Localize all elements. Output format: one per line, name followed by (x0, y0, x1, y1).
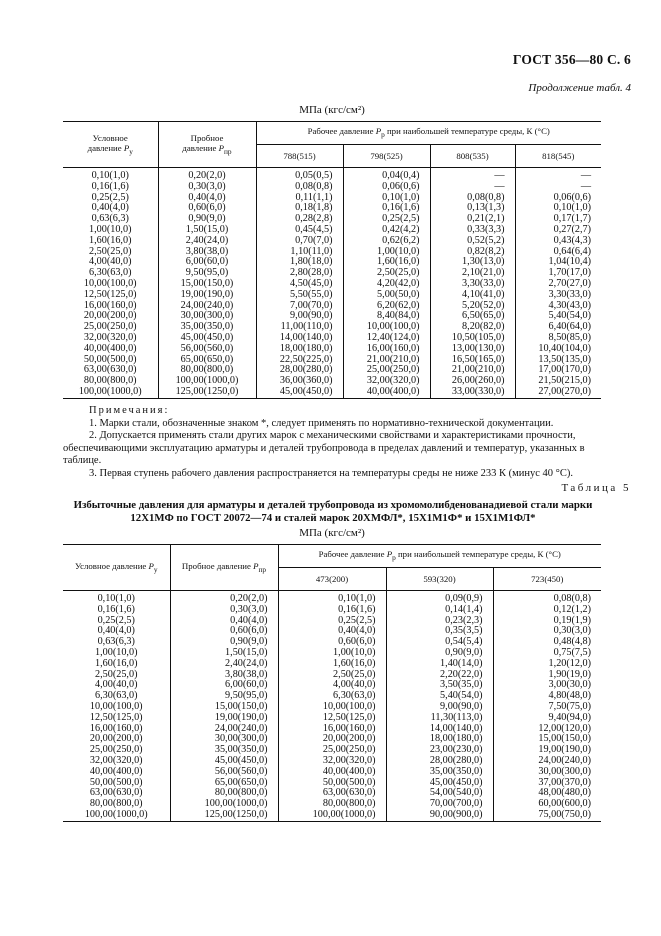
table-cell: 32,00(320,0) (83, 331, 137, 343)
table-cell: 6,30(63,0) (278, 691, 386, 702)
table4-col-test: Пробное давление $P_{пр}$ (158, 122, 256, 168)
table4-col-nominal: Условное давление $P_у$ (63, 122, 158, 168)
table-cell: 23,00(230,0) (386, 745, 493, 756)
table-cell: 1,60(16,0) (343, 257, 430, 268)
table-cell: 0,08(0,8) (493, 591, 601, 605)
table-cell: 0,25(2,5) (278, 616, 386, 627)
table-cell: 2,20(22,0) (386, 670, 493, 681)
table-cell: 75,00(750,0) (493, 810, 601, 821)
table-cell: 1,10(11,0) (256, 247, 343, 258)
table4-col-work: Рабочее давление $P_р$ при наибольшей температуре среды, К (°С) (256, 122, 601, 145)
notes-heading: Примечания: (89, 405, 170, 416)
table5-title: Избыточные давления для арматуры и деталей трубопровода из хромомолибденованадиевой стали марки 12Х1МФ по ГОСТ 20072—74 и сталей марок 20ХМФЛ*, 15Х1М1Ф* и 15Х1М1ФЛ* (73, 499, 593, 524)
table-cell: 0,16(1,6) (91, 180, 129, 192)
table5-col-work: Рабочее давление $P_р$ при наибольшей температуре среды, К (°С) (278, 545, 601, 568)
table-cell: 125,00(1250,0) (158, 387, 256, 398)
table-cell: 0,09(0,9) (386, 591, 493, 605)
table-cell: 5,40(54,0) (386, 691, 493, 702)
table-cell: 19,00(190,0) (170, 713, 278, 724)
table-cell: 1,20(12,0) (493, 659, 601, 670)
table-cell: 9,50(95,0) (158, 268, 256, 279)
table5-unit: МПа (кгс/см²) (299, 527, 365, 539)
table-cell: 25,00(250,0) (89, 744, 143, 756)
table-cell: 6,30(63,0) (95, 690, 138, 702)
table-cell: 0,20(2,0) (170, 591, 278, 605)
table-cell: 35,00(350,0) (158, 322, 256, 333)
table-cell: 6,00(60,0) (170, 680, 278, 691)
table5-col-test: Пробное давление $P_{пр}$ (170, 545, 278, 591)
table-cell: 25,00(250,0) (343, 365, 430, 376)
table5-temp-header: 593(320) (386, 568, 493, 591)
table-cell: 20,00(200,0) (278, 734, 386, 745)
table-cell: 6,40(64,0) (515, 322, 601, 333)
table-cell: 21,50(215,0) (515, 376, 601, 387)
table4-temp-header: 808(535) (430, 145, 515, 168)
table-cell: 24,00(240,0) (493, 756, 601, 767)
table-cell: 11,00(110,0) (256, 322, 343, 333)
table4-temp-header: 788(515) (256, 145, 343, 168)
table-cell: 32,00(320,0) (343, 376, 430, 387)
table-row (63, 810, 601, 821)
table-cell: 56,00(560,0) (158, 344, 256, 355)
table-row (63, 387, 601, 398)
table-cell: 0,28(2,8) (256, 214, 343, 225)
table-row (63, 637, 601, 648)
table-cell: 1,60(16,0) (89, 234, 132, 246)
table-cell: 2,70(27,0) (515, 279, 601, 290)
table-row (63, 713, 601, 724)
table-cell: — (430, 168, 515, 182)
table-cell: 0,16(1,6) (97, 603, 135, 615)
table-cell: 0,60(6,0) (170, 626, 278, 637)
table-cell: 0,75(7,5) (493, 648, 601, 659)
table-cell: — (430, 182, 515, 193)
table-cell: 0,62(6,2) (343, 236, 430, 247)
table-cell: — (515, 168, 601, 182)
table-cell: 14,00(140,0) (256, 333, 343, 344)
table-cell: 48,00(480,0) (493, 788, 601, 799)
table-cell: 15,00(150,0) (170, 702, 278, 713)
table-cell: 0,18(1,8) (256, 203, 343, 214)
table-cell: 0,11(1,1) (256, 193, 343, 204)
table-cell: 35,00(350,0) (170, 745, 278, 756)
table-cell: 4,00(40,0) (95, 679, 138, 691)
table-cell: 10,00(100,0) (89, 700, 143, 712)
table4-temp-header: 798(525) (343, 145, 430, 168)
table-cell: 37,00(370,0) (493, 778, 601, 789)
table-row (63, 626, 601, 637)
table-cell: 100,00(1000,0) (63, 810, 170, 821)
table-cell: 18,00(180,0) (386, 734, 493, 745)
table-cell: 2,80(28,0) (256, 268, 343, 279)
table-cell: 0,10(1,0) (515, 203, 601, 214)
table-cell: 70,00(700,0) (386, 799, 493, 810)
table-row (63, 236, 601, 247)
table5-temp-header: 723(450) (493, 568, 601, 591)
table-cell: 54,00(540,0) (386, 788, 493, 799)
table-cell: 50,00(500,0) (89, 776, 143, 788)
table-cell: 5,50(55,0) (256, 290, 343, 301)
table-cell: 11,30(113,0) (386, 713, 493, 724)
table-cell: 1,00(10,0) (343, 247, 430, 258)
table4-body (63, 168, 601, 399)
table-cell: 100,00(1000,0) (63, 387, 158, 398)
table-cell: 0,21(2,1) (430, 214, 515, 225)
table-cell: 1,90(19,0) (493, 670, 601, 681)
table-cell: 4,20(42,0) (343, 279, 430, 290)
table-row (63, 591, 601, 605)
table-cell: 32,00(320,0) (89, 754, 143, 766)
table-4 (63, 121, 601, 399)
table-cell: 80,00(800,0) (170, 788, 278, 799)
table-cell: 27,00(270,0) (515, 387, 601, 398)
table-cell: 19,00(190,0) (493, 745, 601, 756)
table-cell: 0,40(4,0) (91, 202, 129, 214)
table-cell: 90,00(900,0) (386, 810, 493, 821)
table-cell: 45,00(450,0) (170, 756, 278, 767)
table-cell: 0,42(4,2) (343, 225, 430, 236)
table-cell: 1,70(17,0) (515, 268, 601, 279)
table-cell: 80,00(800,0) (158, 365, 256, 376)
table-cell: 28,00(280,0) (256, 365, 343, 376)
table-cell: 8,40(84,0) (343, 311, 430, 322)
table-cell: 3,30(33,0) (515, 290, 601, 301)
table-row (63, 680, 601, 691)
table-cell: 0,06(0,6) (515, 193, 601, 204)
table-cell: 0,10(1,0) (91, 170, 129, 181)
table-cell: 3,80(38,0) (158, 247, 256, 258)
table-cell: 0,17(1,7) (515, 214, 601, 225)
table-row (63, 616, 601, 627)
table-cell: 125,00(1250,0) (170, 810, 278, 821)
table-cell: 1,60(16,0) (278, 659, 386, 670)
table-cell: 10,00(100,0) (278, 702, 386, 713)
table-cell: 10,00(100,0) (83, 277, 137, 289)
table-cell: 9,00(90,0) (386, 702, 493, 713)
table-cell: 45,00(450,0) (256, 387, 343, 398)
table-cell: 40,00(400,0) (278, 767, 386, 778)
table-cell: 0,04(0,4) (343, 168, 430, 182)
table-row (63, 605, 601, 616)
table-cell: 16,00(160,0) (83, 299, 137, 311)
table-cell: 16,00(160,0) (343, 344, 430, 355)
table-cell: 4,30(43,0) (515, 301, 601, 312)
table-cell: 0,30(3,0) (493, 626, 601, 637)
table-cell: 16,00(160,0) (89, 722, 143, 734)
table-cell: 16,50(165,0) (430, 355, 515, 366)
table-cell: 0,35(3,5) (386, 626, 493, 637)
table-cell: 4,00(40,0) (89, 256, 132, 268)
note-item: 3. Первая ступень рабочего давления распространяется на температуры среды не ниже 233 К (минус 40 °С). (89, 467, 573, 479)
table-cell: 0,63(6,3) (91, 213, 129, 225)
table-cell: 0,33(3,3) (430, 225, 515, 236)
table-cell: 36,00(360,0) (256, 376, 343, 387)
table-cell: 7,50(75,0) (493, 702, 601, 713)
table-cell: 28,00(280,0) (386, 756, 493, 767)
table-cell: 40,00(400,0) (343, 387, 430, 398)
table-cell: 0,30(3,0) (158, 182, 256, 193)
table-row (63, 670, 601, 681)
table-cell: 63,00(630,0) (83, 364, 137, 376)
table-cell: 2,40(24,0) (158, 236, 256, 247)
table-cell: 7,00(70,0) (256, 301, 343, 312)
table-cell: 20,00(200,0) (83, 310, 137, 322)
table-cell: 0,63(6,3) (97, 636, 135, 648)
table-cell: 0,05(0,5) (256, 168, 343, 182)
table-cell: 0,06(0,6) (343, 182, 430, 193)
table-cell: 2,10(21,0) (430, 268, 515, 279)
table-cell: 65,00(650,0) (158, 355, 256, 366)
table-cell: 3,00(30,0) (493, 680, 601, 691)
table-cell: 12,50(125,0) (83, 288, 137, 300)
table-cell: 0,13(1,3) (430, 203, 515, 214)
table-cell: 1,00(10,0) (89, 223, 132, 235)
table-cell: 0,64(6,4) (515, 247, 601, 258)
table5-body (63, 591, 601, 822)
table-cell: 0,12(1,2) (493, 605, 601, 616)
table4-unit: МПа (кгс/см²) (299, 104, 365, 116)
table-cell: 100,00(1000,0) (170, 799, 278, 810)
table-cell: 60,00(600,0) (493, 799, 601, 810)
table-row (63, 659, 601, 670)
table-continuation-label: Продолжение табл. 4 (528, 82, 631, 94)
table-cell: 30,00(300,0) (158, 311, 256, 322)
table-cell: 15,00(150,0) (158, 279, 256, 290)
table-cell: 40,00(400,0) (83, 342, 137, 354)
table-cell: 0,19(1,9) (493, 616, 601, 627)
table-cell: 4,80(48,0) (493, 691, 601, 702)
table-row (63, 767, 601, 778)
table-cell: 50,00(500,0) (278, 778, 386, 789)
table-cell: 45,00(450,0) (158, 333, 256, 344)
table-cell: 0,60(6,0) (278, 637, 386, 648)
table-cell: 5,20(52,0) (430, 301, 515, 312)
table-cell: 15,00(150,0) (493, 734, 601, 745)
table-cell: 63,00(630,0) (89, 787, 143, 799)
table-cell: 1,00(10,0) (278, 648, 386, 659)
table-cell: 0,23(2,3) (386, 616, 493, 627)
table-cell: 0,10(1,0) (343, 193, 430, 204)
table-cell: 1,50(15,0) (158, 225, 256, 236)
table-cell: — (515, 182, 601, 193)
table-cell: 63,00(630,0) (278, 788, 386, 799)
table-cell: 0,70(7,0) (256, 236, 343, 247)
table-cell: 8,50(85,0) (515, 333, 601, 344)
table-cell: 0,20(2,0) (158, 168, 256, 182)
table-cell: 12,50(125,0) (278, 713, 386, 724)
table-cell: 5,40(54,0) (515, 311, 601, 322)
table-cell: 10,40(104,0) (515, 344, 601, 355)
table-cell: 0,40(4,0) (278, 626, 386, 637)
table-cell: 0,45(4,5) (256, 225, 343, 236)
table-cell: 2,50(25,0) (343, 268, 430, 279)
table-cell: 0,27(2,7) (515, 225, 601, 236)
table-cell: 80,00(800,0) (83, 375, 137, 387)
table-cell: 8,20(82,0) (430, 322, 515, 333)
table-cell: 12,50(125,0) (89, 711, 143, 723)
table-cell: 0,40(4,0) (97, 625, 135, 637)
table-cell: 0,90(9,0) (170, 637, 278, 648)
table-cell: 25,00(250,0) (278, 745, 386, 756)
table-cell: 12,40(124,0) (343, 333, 430, 344)
table-cell: 65,00(650,0) (170, 778, 278, 789)
table-cell: 19,00(190,0) (158, 290, 256, 301)
table-cell: 4,10(41,0) (430, 290, 515, 301)
table-cell: 5,00(50,0) (343, 290, 430, 301)
table-cell: 6,00(60,0) (158, 257, 256, 268)
document-reference: ГОСТ 356—80 С. 6 (512, 52, 631, 67)
table-5 (63, 544, 601, 822)
table-cell: 3,30(33,0) (430, 279, 515, 290)
note-item: 1. Марки стали, обозначенные знаком *, следует применять по нормативно-технической документации. (89, 417, 554, 429)
table-cell: 0,14(1,4) (386, 605, 493, 616)
table-cell: 1,04(10,4) (515, 257, 601, 268)
table-cell: 4,50(45,0) (256, 279, 343, 290)
table-cell: 12,00(120,0) (493, 724, 601, 735)
table-cell: 24,00(240,0) (170, 724, 278, 735)
table-cell: 80,00(800,0) (89, 798, 143, 810)
table-cell: 0,16(1,6) (278, 605, 386, 616)
table-cell: 20,00(200,0) (89, 733, 143, 745)
table-cell: 33,00(330,0) (430, 387, 515, 398)
table-cell: 0,40(4,0) (158, 193, 256, 204)
table-cell: 40,00(400,0) (89, 765, 143, 777)
table-cell: 0,16(1,6) (343, 203, 430, 214)
table-cell: 3,80(38,0) (170, 670, 278, 681)
table-cell: 2,50(25,0) (89, 245, 132, 257)
table-cell: 0,48(4,8) (493, 637, 601, 648)
table-cell: 0,90(9,0) (386, 648, 493, 659)
table-cell: 2,50(25,0) (278, 670, 386, 681)
table-cell: 0,08(0,8) (430, 193, 515, 204)
table-cell: 10,50(105,0) (430, 333, 515, 344)
table-cell: 1,60(16,0) (95, 657, 138, 669)
table5-col-nominal: Условное давление $P_у$ (63, 545, 170, 591)
table-cell: 1,80(18,0) (256, 257, 343, 268)
table-cell: 9,40(94,0) (493, 713, 601, 724)
table-cell: 1,00(10,0) (95, 646, 138, 658)
table-cell: 0,10(1,0) (97, 593, 135, 604)
table-cell: 2,40(24,0) (170, 659, 278, 670)
table-cell: 13,00(130,0) (430, 344, 515, 355)
table-cell: 0,52(5,2) (430, 236, 515, 247)
table-cell: 45,00(450,0) (386, 778, 493, 789)
table-cell: 1,40(14,0) (386, 659, 493, 670)
table-cell: 30,00(300,0) (170, 734, 278, 745)
table-cell: 22,50(225,0) (256, 355, 343, 366)
table-cell: 3,50(35,0) (386, 680, 493, 691)
table-cell: 56,00(560,0) (170, 767, 278, 778)
table-cell: 2,50(25,0) (95, 668, 138, 680)
table-cell: 100,00(1000,0) (278, 810, 386, 821)
table-cell: 0,08(0,8) (256, 182, 343, 193)
table-cell: 0,10(1,0) (278, 591, 386, 605)
table-cell: 0,60(6,0) (158, 203, 256, 214)
table-cell: 0,25(2,5) (343, 214, 430, 225)
table-cell: 14,00(140,0) (386, 724, 493, 735)
table-cell: 0,40(4,0) (170, 616, 278, 627)
table-cell: 0,43(4,3) (515, 236, 601, 247)
table-row (63, 344, 601, 355)
table-cell: 9,00(90,0) (256, 311, 343, 322)
table-cell: 0,25(2,5) (97, 614, 135, 626)
table-cell: 4,00(40,0) (278, 680, 386, 691)
table-row (63, 648, 601, 659)
table4-temp-header: 818(545) (515, 145, 601, 168)
table5-label: Таблица 5 (561, 482, 631, 494)
table-cell: 24,00(240,0) (158, 301, 256, 312)
table-cell: 21,00(210,0) (343, 355, 430, 366)
table-cell: 100,00(1000,0) (158, 376, 256, 387)
table5-temp-header: 473(200) (278, 568, 386, 591)
table-cell: 0,82(8,2) (430, 247, 515, 258)
table-cell: 1,50(15,0) (170, 648, 278, 659)
table-row (63, 168, 601, 182)
table-cell: 50,00(500,0) (83, 353, 137, 365)
table-cell: 13,50(135,0) (515, 355, 601, 366)
table-cell: 9,50(95,0) (170, 691, 278, 702)
table-cell: 16,00(160,0) (278, 724, 386, 735)
table-cell: 26,00(260,0) (430, 376, 515, 387)
note-item: 2. Допускается применять стали других марок с механическими свойствами и характеристиками прочности, обеспечивающими эксплуатацию арматуры и деталей трубопровода в пределах давлений и температур, указанных в таблице. (63, 430, 585, 466)
table-cell: 0,54(5,4) (386, 637, 493, 648)
table-cell: 25,00(250,0) (83, 321, 137, 333)
table-cell: 1,30(13,0) (430, 257, 515, 268)
table-cell: 30,00(300,0) (493, 767, 601, 778)
table-cell: 35,00(350,0) (386, 767, 493, 778)
table-cell: 6,20(62,0) (343, 301, 430, 312)
table-row (63, 182, 601, 193)
table-cell: 21,00(210,0) (430, 365, 515, 376)
table-cell: 18,00(180,0) (256, 344, 343, 355)
table-cell: 6,50(65,0) (430, 311, 515, 322)
table-cell: 0,25(2,5) (91, 191, 129, 203)
table-cell: 0,30(3,0) (170, 605, 278, 616)
table-row (63, 290, 601, 301)
table-cell: 0,90(9,0) (158, 214, 256, 225)
table-cell: 10,00(100,0) (343, 322, 430, 333)
table-cell: 17,00(170,0) (515, 365, 601, 376)
table-cell: 6,30(63,0) (89, 267, 132, 279)
notes-block (63, 405, 603, 480)
table-cell: 32,00(320,0) (278, 756, 386, 767)
table-cell: 80,00(800,0) (278, 799, 386, 810)
